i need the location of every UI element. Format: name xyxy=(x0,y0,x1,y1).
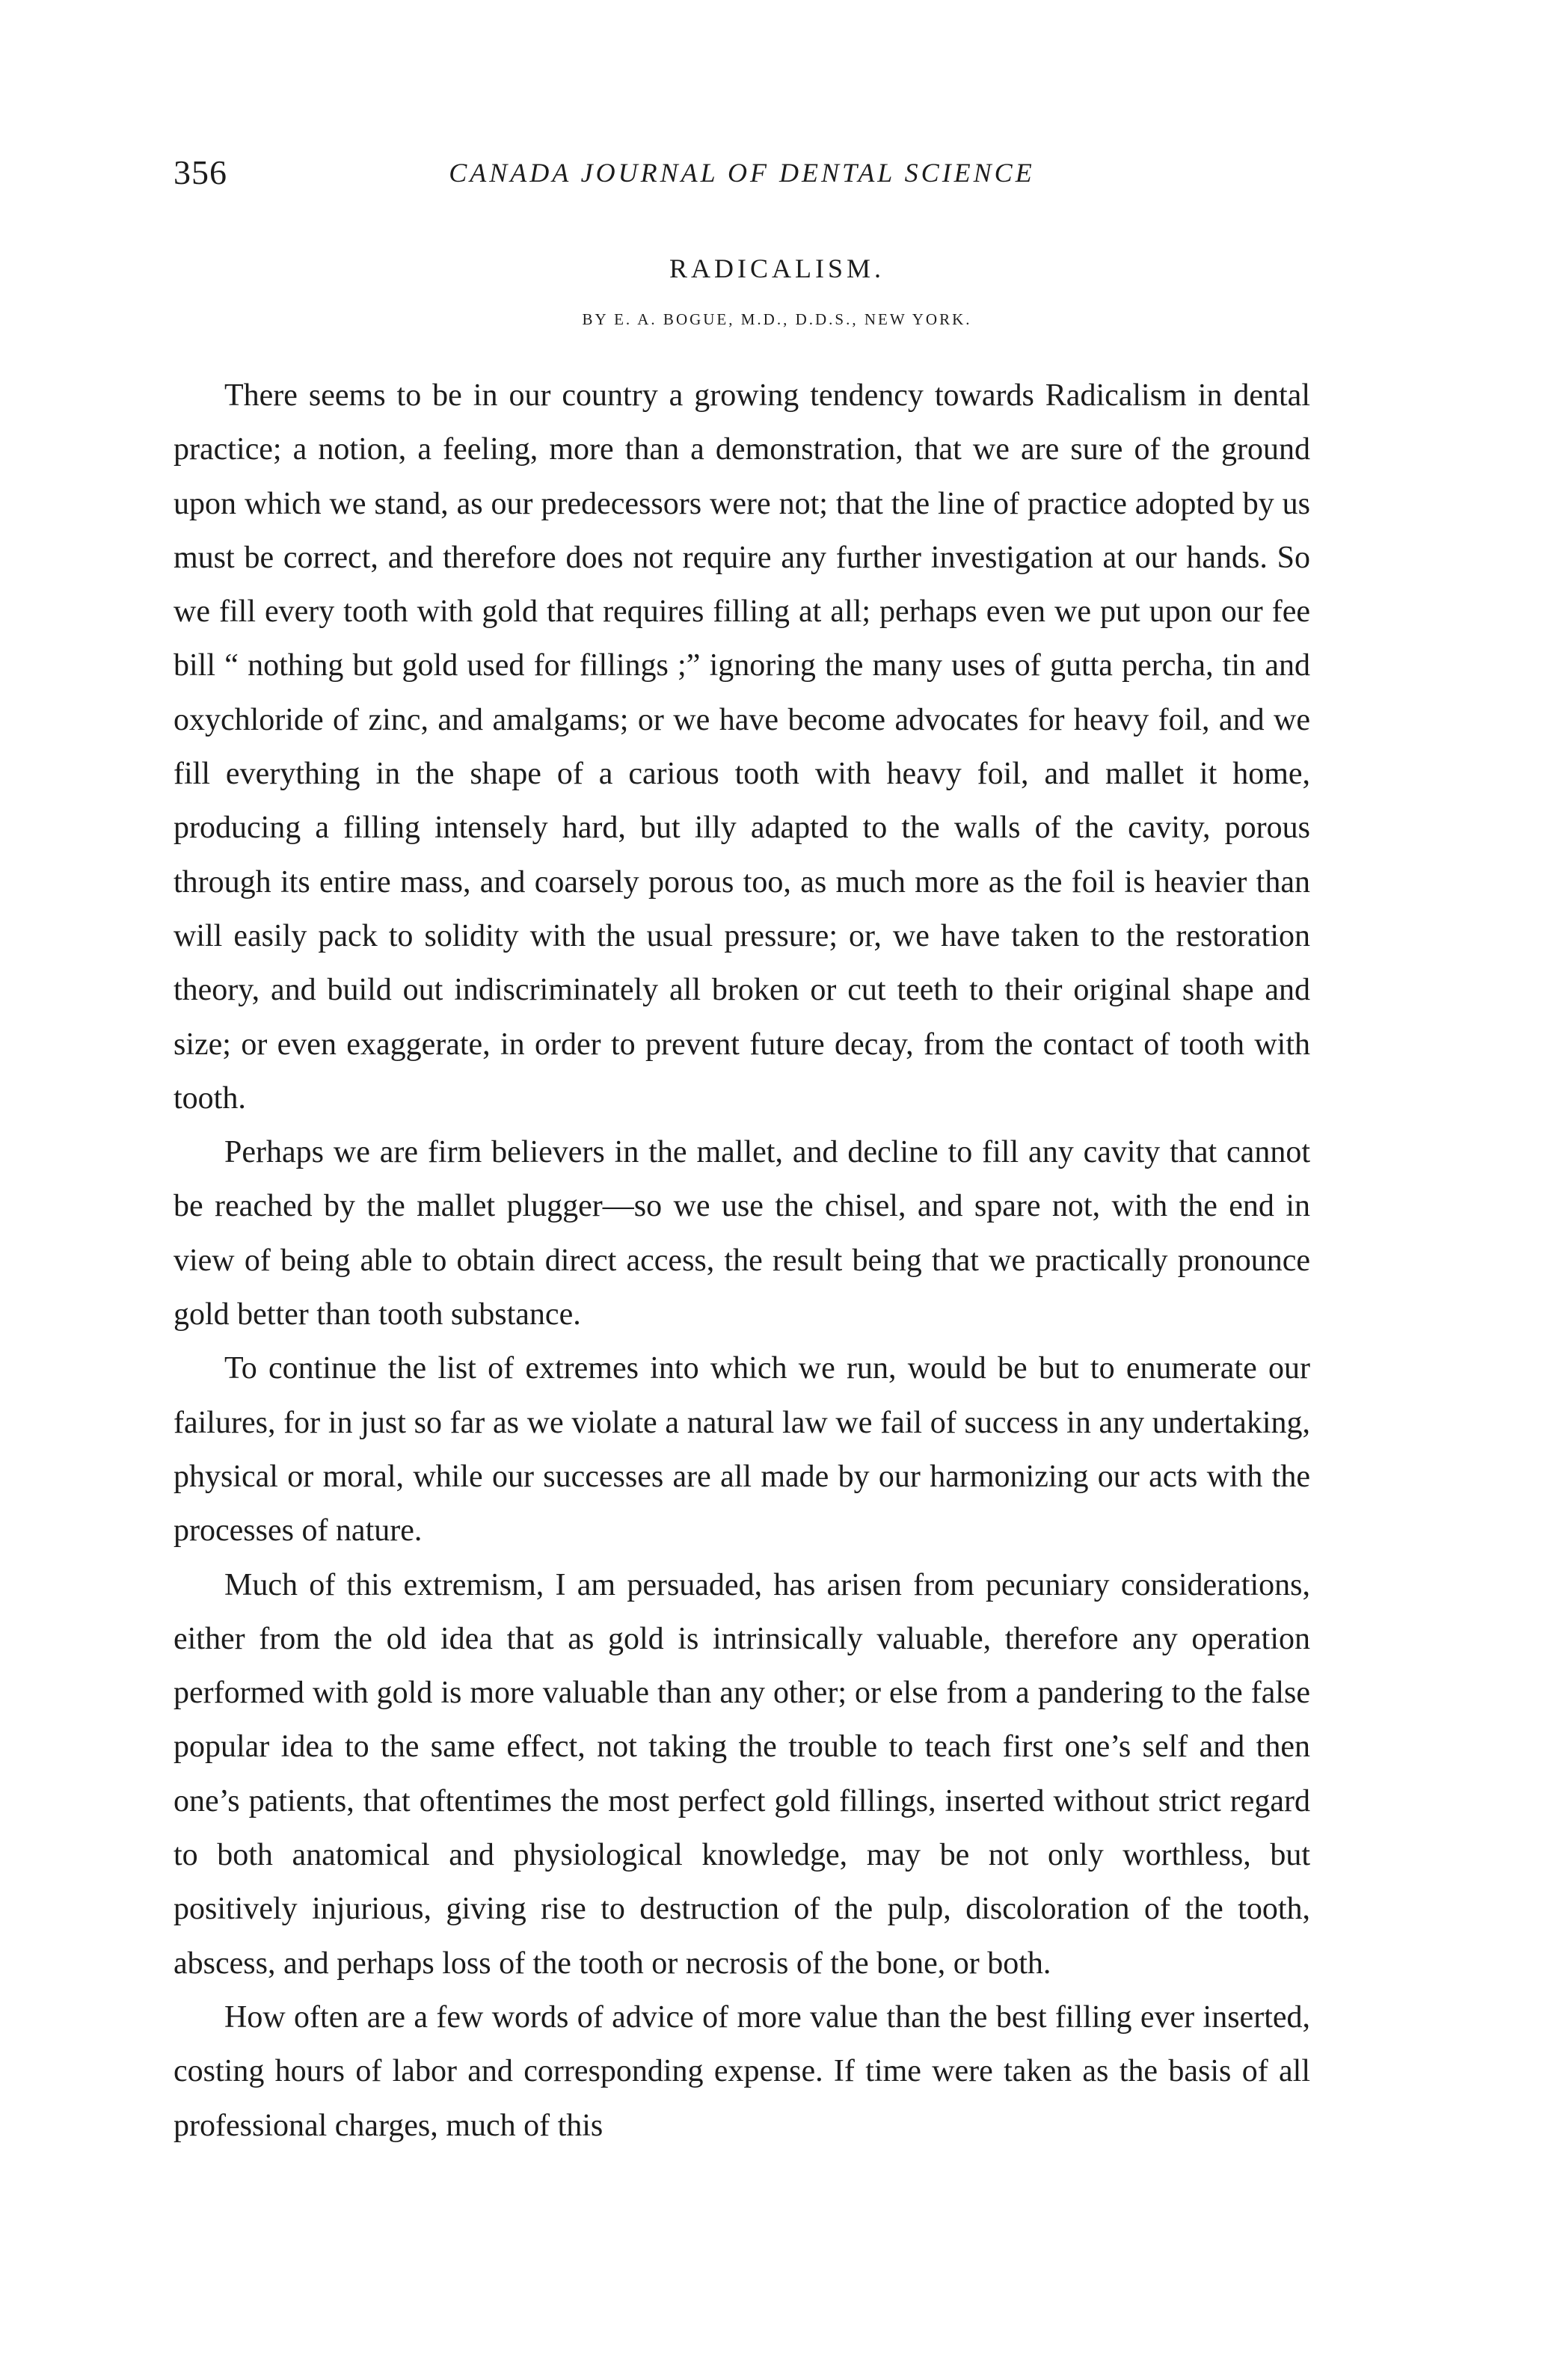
article-title: RADICALISM. xyxy=(669,253,885,283)
article-body xyxy=(173,369,1310,2153)
page-number: 356 xyxy=(173,153,227,191)
paragraph-mallet: Perhaps we are firm believers in the mallet, and decline to fill any cavity that cannot be reached by the mallet plugger—so we use the chisel, and spare not, with the end in view of being able to obtain direct access, the result being that we practically pronounce gold better than tooth substance. xyxy=(173,1135,1310,1332)
paragraph-radicalism-tendency: There seems to be in our country a growing tendency towards Radicalism in dental practice; a notion, a feeling, more than a demonstration, that we are sure of the ground upon which we stand, as our predecessors were not; that the line of practice adopted by us must be correct, and therefore does not require any further investigation at our hands. So we fill every tooth with gold that requires filling at all; perhaps even we put upon our fee bill “ nothing but gold used for fillings ;” ignoring the many uses of gutta percha, tin and oxychloride of zinc, and amalgams; or we have become advocates for heavy foil, and we fill everything in the shape of a carious tooth with heavy foil, and mallet it home, producing a filling intensely hard, but illy adapted to the walls of the cavity, porous through its entire mass, and coarsely porous too, as much more as the foil is heavier than will easily pack to solidity with the usual pressure; or, we have taken to the restoration theory, and build out indiscriminately all broken or cut teeth to their original shape and size; or even exaggerate, in order to prevent future decay, from the contact of tooth with tooth. xyxy=(173,378,1310,1116)
paragraph-extremism: Much of this extremism, I am persuaded, has arisen from pecuniary considerations, either from the old idea that as gold is intrinsically valuable, therefore any operation performed with gold is more valuable than any other; or else from a pandering to the false popular idea to the same effect, not taking the trouble to teach first one’s self and then one’s patients, that oftentimes the most perfect gold fillings, inserted without strict regard to both anatomical and physiological knowledge, may be not only worthless, but positively injurious, giving rise to destruction of the pulp, discoloration of the tooth, abscess, and perhaps loss of the tooth or necrosis of the bone, or both. xyxy=(173,1567,1310,1981)
author-byline: BY E. A. BOGUE, M.D., D.D.S., NEW YORK. xyxy=(582,310,972,328)
journal-title: CANADA JOURNAL OF DENTAL SCIENCE xyxy=(449,158,1035,188)
paragraph-advice: How often are a few words of advice of more value than the best filling ever inserted, costing hours of labor and corresponding expense. If time were taken as the basis of all professional charges, much of this xyxy=(173,1999,1310,2143)
paragraph-extremes: To continue the list of extremes into which we run, would be but to enumerate our failures, for in just so far as we violate a natural law we fail of success in any undertaking, physical or moral, while our successes are all made by our harmonizing our acts with the processes of nature. xyxy=(173,1351,1310,1549)
running-head xyxy=(173,153,1310,197)
